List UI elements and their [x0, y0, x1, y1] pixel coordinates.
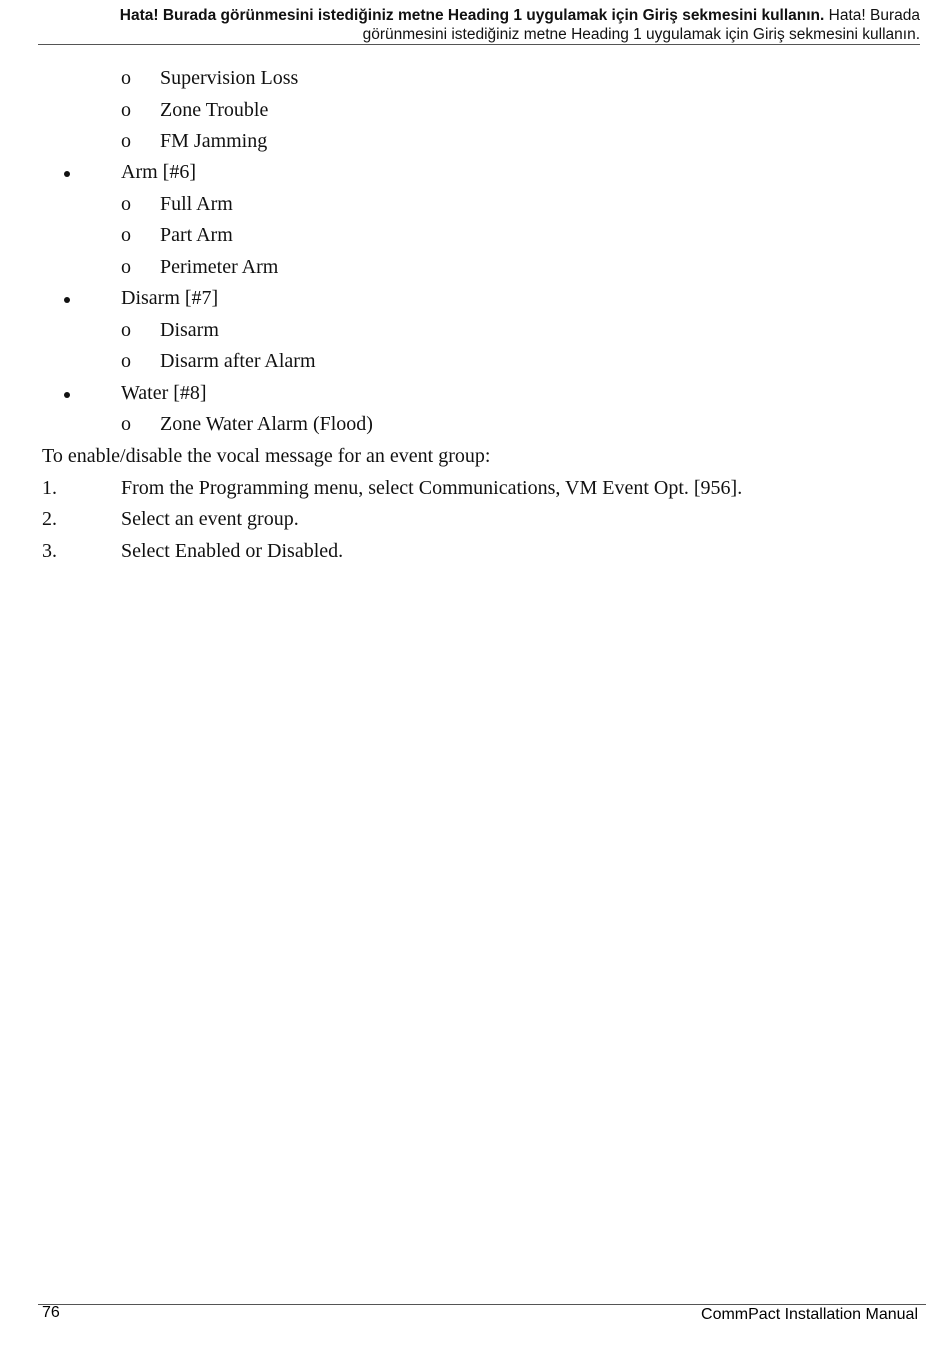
instructions-intro: To enable/disable the vocal message for an event group: — [42, 445, 491, 467]
list-item: Arm [#6] — [121, 161, 196, 183]
step-text: Select an event group. — [121, 508, 299, 530]
sub-bullet-marker: o — [121, 193, 131, 215]
list-item: Disarm — [160, 319, 219, 341]
footer-title: CommPact Installation Manual — [701, 1306, 918, 1323]
header-regular-text-1: Hata! Burada — [828, 7, 920, 24]
step-text: From the Programming menu, select Communications, VM Event Opt. [956]. — [121, 477, 743, 499]
sub-bullet-marker: o — [121, 413, 131, 435]
list-item: Part Arm — [160, 224, 233, 246]
step-number: 1. — [42, 477, 57, 499]
list-item: Water [#8] — [121, 382, 207, 404]
sub-bullet-marker: o — [121, 99, 131, 121]
list-item: Perimeter Arm — [160, 256, 279, 278]
step-number: 2. — [42, 508, 57, 530]
list-item: Disarm after Alarm — [160, 350, 316, 372]
header-bold-text: Hata! Burada görünmesini istediğiniz metne Heading 1 uygulamak için Giriş sekmesini kullanın. — [119, 7, 825, 24]
bullet-icon — [64, 392, 70, 398]
step-text: Select Enabled or Disabled. — [121, 540, 344, 562]
header-line-1 — [40, 6, 920, 25]
sub-bullet-marker: o — [121, 224, 131, 246]
step-number: 3. — [42, 540, 57, 562]
list-item: Supervision Loss — [160, 67, 299, 89]
sub-bullet-marker: o — [121, 319, 131, 341]
bullet-icon — [64, 297, 70, 303]
sub-bullet-marker: o — [121, 130, 131, 152]
list-item: Full Arm — [160, 193, 233, 215]
sub-bullet-marker: o — [121, 67, 131, 89]
header-divider — [38, 44, 920, 45]
bullet-icon — [64, 171, 70, 177]
list-item: FM Jamming — [160, 130, 268, 152]
list-item: Zone Water Alarm (Flood) — [160, 413, 373, 435]
header-line-2: görünmesini istediğiniz metne Heading 1 uygulamak için Giriş sekmesini kullanın. — [362, 26, 920, 43]
footer-divider — [38, 1304, 926, 1305]
list-item: Zone Trouble — [160, 99, 269, 121]
sub-bullet-marker: o — [121, 350, 131, 372]
running-header — [40, 6, 920, 44]
sub-bullet-marker: o — [121, 256, 131, 278]
list-item: Disarm [#7] — [121, 287, 219, 309]
page-number: 76 — [42, 1304, 60, 1321]
